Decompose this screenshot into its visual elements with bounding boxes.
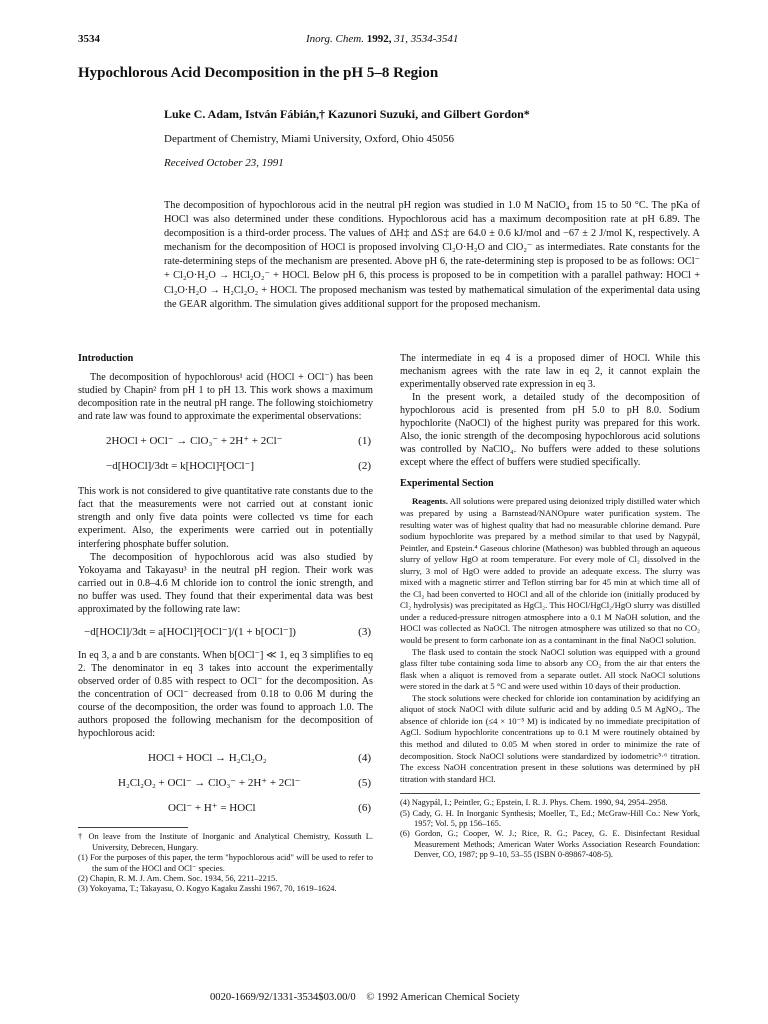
equation-5-number: (5) (358, 777, 371, 790)
equation-6 (78, 802, 373, 815)
intro-paragraph-1: The decomposition of hypochlorous¹ acid (HOCl + OCl⁻) has been studied by Chapin² from pH 1 to pH 13. This work shows a maximum decomposition rate in the neutral pH range. The following stoichiometry and rate law was found to approximate the experimental observations: (78, 372, 373, 423)
copyright: © 1992 American Chemical Society (366, 992, 520, 1003)
right-column (400, 352, 700, 861)
reagents-section (400, 496, 700, 785)
reagents-paragraph-1 (400, 496, 700, 646)
page-footer (210, 992, 528, 1003)
abstract: The decomposition of hypochlorous acid in the neutral pH region was studied in 1.0 M NaClO₄ from 15 to 50 °C. The pKa of HOCl was also determined under these conditions. Hypochlorous acid has a maximum decomposition rate at pH 6.89. The decomposition is a third-order process. The values of ΔH‡ and ΔS‡ are 64.0 ± 0.6 kJ/mol and −67 ± 2 J/mol K, respectively. A mechanism for the decomposition of HOCl is proposed involving Cl₂O·H₂O and ClO₂⁻ as intermediates. Rate constants for the rate-determining steps of the mechanism are presented. Above pH 6, the rate-determining step is proposed to be as follows: OCl⁻ + Cl₂O·H₂O → HCl₂O₂⁻ + HOCl. Below pH 6, this process is proposed to be in competition with a parallel pathway: HOCl + Cl₂O·H₂O → H₂Cl₂O₂ + HOCl. The proposed mechanism was tested by mathematical simulation of the experimental data using the GEAR algorithm. The simulation gives additional support for the proposed mechanism. (164, 200, 700, 310)
reagents-text: All solutions were prepared using deionized triply distilled water which was prepared by using a Barnstead/NANOpure water purification system. The resulting water was of highest quality that had no measurable chlorine demand. Pure sodium hypochlorite was prepared by a method similar to that used by Nagypál, Peintler, and Epstein.⁴ Gaseous chlorine (Matheson) was bubbled through an aqueous slurry of yellow HgO at room temperature. For every mole of Cl₂ dissolved in the slurry, 3 mol of HgO were added to provide an adequate excess. The slurry was mixed with a magnetic stirrer and Teflon stirring bar for 45 min at which time all of the Cl₂ had been converted to HOCl and all of the chloride ion (initially produced by Cl₂ hydrolysis) was precipitated as HgCl₂. This HOCl/HgCl₂/HgO slurry was distilled under a reduced-pressure nitrogen atmosphere into a 0.1 M NaOH solution, and the HOCl was collected as NaOCl. The nitrogen atmosphere was utilized so that no CO₂ would be present to form carbonate ion as a contaminant in the final NaOCl solution. (400, 496, 700, 646)
equation-6-text: OCl⁻ + H⁺ = HOCl (168, 802, 256, 815)
equation-2-number: (2) (358, 460, 371, 473)
right-paragraph-2: In the present work, a detailed study of the decomposition of hypochlorous acid is presented from pH 5.0 to pH 8.0. Sodium hypochlorite (NaOCl) of the highest purity was prepared for this work. Also, the ionic strength of the decomposing hypochlorous acid solutions was controlled by NaClO₄. No buffers were added to these solutions except where the effect of buffers were studied specifically. (400, 392, 700, 469)
equation-3-text: −d[HOCl]/3dt = a[HOCl]²[OCl⁻]/(1 + b[OCl⁻]) (84, 625, 296, 638)
section-heading-experimental: Experimental Section (400, 478, 494, 490)
references (400, 793, 700, 860)
reagents-paragraph-3: The stock solutions were checked for chloride ion contamination by acidifying an aliquot of stock NaOCl with dilute sulfuric acid and by adding 0.5 M AgNO₃. The absence of chloride ion (≤4 × 10⁻⁵ M) is indicated by no immediate precipitation of AgCl. Sodium hypochlorite concentrations up to 0.1 M were routinely obtained by this method and diluted to 0.05 M when stored in order to minimize the rate of decomposition. Stock NaOCl solutions were standardized by iodometric⁵·⁶ titration. The excess NaOH concentration present in these solutions was determined by pH titration with standard HCl. (400, 692, 700, 784)
affiliation: Department of Chemistry, Miami University, Oxford, Ohio 45056 (164, 133, 455, 145)
equation-1 (78, 435, 373, 448)
left-column (78, 352, 373, 895)
author-list: Luke C. Adam, István Fábián,† Kazunori Suzuki, and Gilbert Gordon* (164, 107, 530, 121)
footnote: (2) Chapin, R. M. J. Am. Chem. Soc. 1934, 56, 2211–2215. (78, 873, 278, 883)
equation-4 (78, 752, 373, 765)
equation-1-number: (1) (358, 435, 371, 448)
page-number: 3534 (78, 33, 100, 45)
reference: (4) Nagypál, I.; Peintler, G.; Epstein, I. R. J. Phys. Chem. 1990, 94, 2954–2958. (400, 798, 668, 808)
reagents-paragraph-2: The flask used to contain the stock NaOCl solution was equipped with a ground glass filter tube containing soda lime to absorb any CO₂ from the air that enters the flask when a aliquot is removed from a separate outlet. All stock NaOCl solutions were stored in the dark at 5 °C and were used within 10 days of their production. (400, 646, 700, 692)
footnote: † On leave from the Institute of Inorganic and Analytical Chemistry, Kossuth L. University, Debrecen, Hungary. (78, 832, 373, 852)
footnote: (3) Yokoyama, T.; Takayasu, O. Kogyo Kagaku Zasshi 1967, 70, 1619–1624. (78, 884, 337, 894)
reference: (5) Cady, G. H. In Inorganic Synthesis; Moeller, T., Ed.; McGraw-Hill Co.: New York, 1957; Vol. 5, pp 156–165. (400, 808, 700, 828)
reagents-label: Reagents. (412, 496, 448, 507)
intro-paragraph-4: In eq 3, a and b are constants. When b[OCl⁻] ≪ 1, eq 3 simplifies to eq 2. The denominator in eq 3 takes into account the experimentally observed order of 0.85 with respect to OCl⁻ for the decomposition. As the concentration of OCl⁻ decreased from 0.18 to 0.06 M during the course of the decomposition, the order was found to approach 1.0. The authors proposed the following mechanism for the decomposition of hypochlorous acid: (78, 649, 373, 740)
reference-rule (400, 793, 700, 794)
equation-3-number: (3) (358, 625, 371, 638)
article-title: Hypochlorous Acid Decomposition in the pH 5–8 Region (78, 65, 439, 81)
journal-pages: 3534-3541 (410, 33, 459, 45)
equation-2 (78, 460, 373, 473)
footnote-rule (78, 827, 188, 828)
received-date: Received October 23, 1991 (164, 157, 284, 169)
reference: (6) Gordon, G.; Cooper, W. J.; Rice, R. G.; Pacey, G. E. Disinfectant Residual Measurement Methods; American Water Works Association Research Foundation: Denver, CO, 1987; pp 9–10, 53–55 (ISBN 0-89867-408-5). (400, 829, 700, 860)
equation-4-text: HOCl + HOCl → H₂Cl₂O₂ (148, 752, 267, 765)
intro-paragraph-3: The decomposition of hypochlorous acid was also studied by Yokoyama and Takayasu³ in the neutral pH region. Their work was carried out in 0.8–4.6 M chloride ion to control the ionic strength, and no buffer was used. They found that their experimental data was best approximated by the following rate law: (78, 551, 373, 615)
journal-volume: 31, (394, 33, 408, 45)
equation-5 (78, 777, 373, 790)
equation-6-number: (6) (358, 802, 371, 815)
journal-year: 1992, (366, 33, 392, 45)
equation-4-number: (4) (358, 752, 371, 765)
journal-name: Inorg. Chem. (306, 33, 364, 45)
equation-3 (78, 626, 373, 639)
equation-1-text: 2HOCl + OCl⁻ → ClO₃⁻ + 2H⁺ + 2Cl⁻ (106, 435, 283, 448)
equation-5-text: H₂Cl₂O₂ + OCl⁻ → ClO₃⁻ + 2H⁺ + 2Cl⁻ (118, 777, 301, 790)
section-heading-introduction: Introduction (78, 353, 134, 364)
equation-2-text: −d[HOCl]/3dt = k[HOCl]²[OCl⁻] (106, 460, 255, 473)
right-paragraph-1: The intermediate in eq 4 is a proposed dimer of HOCl. While this mechanism agrees with the rate law in eq 2, it cannot explain the experimentally observed rate expression in eq 3. (400, 353, 700, 391)
intro-paragraph-2: This work is not considered to give quantitative rate constants due to the fact that the measurements were not carried out at constant ionic strength and only five data points were collected vs time for each experiment. Also, the experiments were carried out in potentially interfering phosphate buffer solution. (78, 486, 373, 550)
article-code: 0020-1669/92/1331-3534$03.00/0 (210, 992, 356, 1003)
running-header (306, 33, 458, 45)
footnote: (1) For the purposes of this paper, the term "hypochlorous acid" will be used to refer to the sum of the HOCl and OCl⁻ species. (78, 853, 373, 873)
footnotes (78, 827, 373, 894)
